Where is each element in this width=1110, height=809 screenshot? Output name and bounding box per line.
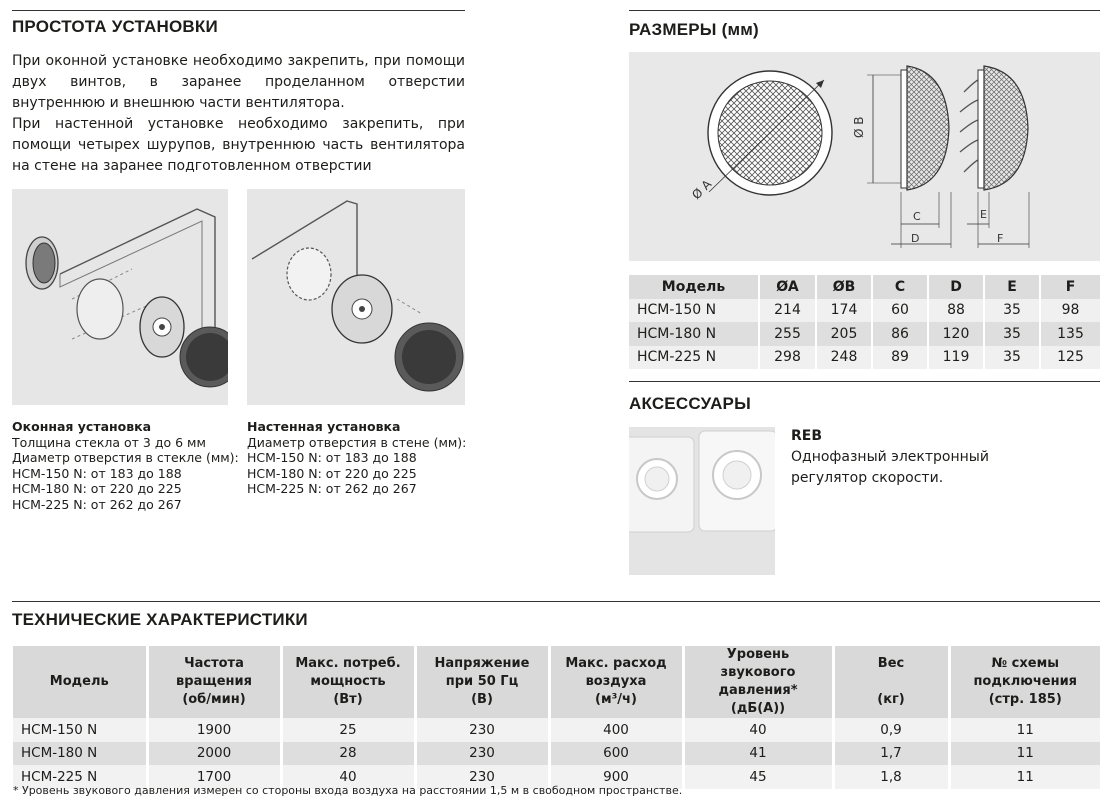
window-caption-line: HCM-180 N: от 220 до 225 (12, 481, 182, 496)
wall-caption-line: HCM-150 N: от 183 до 188 (247, 450, 417, 465)
table-cell: 135 (1040, 322, 1100, 346)
table-cell: 1700 (147, 765, 281, 789)
header-line: (стр. 185) (988, 692, 1062, 707)
dim-header-e: E (984, 275, 1040, 299)
installation-text (12, 51, 465, 177)
dim-header-c: C (872, 275, 928, 299)
table-cell: 120 (928, 322, 984, 346)
installation-window-text: При оконной установке необходимо закрепить, при помощи двух винтов, в заранее проделанном отверстии внутреннюю и внешнюю части вентилятора. (12, 53, 465, 111)
wall-caption-line: HCM-180 N: от 220 до 225 (247, 465, 417, 481)
tech-header-voltage (415, 646, 549, 718)
table-cell: 400 (549, 718, 683, 742)
table-cell: 298 (759, 346, 816, 370)
table-cell: 11 (949, 718, 1100, 742)
installation-wall-text: При настенной установке необходимо закрепить, при помощи четырех шурупов, внутреннюю часть вентилятора на стене на заранее подготовленном отверстии (12, 116, 465, 174)
table-row (13, 742, 1100, 766)
dimensions-header-row (629, 275, 1100, 299)
dimensions-table (629, 275, 1100, 369)
table-cell: 35 (984, 299, 1040, 323)
header-line: при 50 Гц (445, 674, 519, 689)
table-cell: 1,7 (833, 742, 949, 766)
wall-caption-line: HCM-225 N: от 262 до 267 (247, 481, 417, 496)
header-line: Макс. потреб. (295, 656, 401, 671)
tech-header-noise (683, 646, 833, 718)
table-cell: 86 (872, 322, 928, 346)
window-caption-line: HCM-225 N: от 262 до 267 (12, 496, 182, 512)
accessories-title: АКСЕССУАРЫ (629, 394, 751, 413)
table-cell: 35 (984, 346, 1040, 370)
table-cell: 214 (759, 299, 816, 323)
table-cell: HCM-150 N (13, 718, 147, 742)
dim-label-f: F (997, 232, 1004, 245)
dim-label-c: C (913, 210, 921, 223)
table-cell: 88 (928, 299, 984, 323)
table-cell: 0,9 (833, 718, 949, 742)
table-cell: 205 (816, 322, 872, 346)
dimensions-title: РАЗМЕРЫ (мм) (629, 20, 759, 39)
tech-header-model (13, 646, 147, 718)
table-row (629, 346, 1100, 370)
table-cell: 89 (872, 346, 928, 370)
table-cell: 35 (984, 322, 1040, 346)
section-rule-accessories (629, 381, 1100, 382)
header-line: Напряжение (434, 656, 530, 671)
window-caption-line: Толщина стекла от 3 до 6 мм (12, 434, 206, 450)
table-cell: HCM-180 N (629, 322, 759, 346)
window-installation-title: Оконная установка (12, 419, 152, 434)
table-cell: 45 (683, 765, 833, 789)
table-cell: 125 (1040, 346, 1100, 370)
tech-header-weight (833, 646, 949, 718)
table-cell: HCM-150 N (629, 299, 759, 323)
table-cell: 2000 (147, 742, 281, 766)
tech-header-speed (147, 646, 281, 718)
dim-label-a: Ø A (689, 177, 715, 203)
window-caption-line: HCM-150 N: от 183 до 188 (12, 465, 182, 481)
tech-header-row (13, 646, 1100, 718)
table-cell: HCM-180 N (13, 742, 147, 766)
installation-title: ПРОСТОТА УСТАНОВКИ (12, 17, 218, 36)
header-line: № схемы (991, 656, 1059, 671)
tech-header-wiring (949, 646, 1100, 718)
reb-controller-photo (629, 427, 775, 575)
header-line: Макс. расход (565, 656, 667, 671)
table-cell: 11 (949, 765, 1100, 789)
table-cell: 11 (949, 742, 1100, 766)
table-cell: 119 (928, 346, 984, 370)
table-cell: 230 (415, 765, 549, 789)
section-rule-tech (12, 601, 1100, 602)
window-installation-illustration (12, 189, 228, 405)
table-cell: 1900 (147, 718, 281, 742)
wall-installation-title: Настенная установка (247, 419, 401, 434)
table-cell: 230 (415, 742, 549, 766)
dim-header-model: Модель (629, 275, 759, 299)
section-rule-dimensions (629, 10, 1100, 11)
table-cell: HCM-225 N (13, 765, 147, 789)
table-cell: 255 (759, 322, 816, 346)
table-row (13, 718, 1100, 742)
header-line: (м³/ч) (595, 692, 637, 707)
header-line: воздуха (585, 674, 647, 689)
section-rule-installation (12, 10, 465, 11)
table-cell: 1,8 (833, 765, 949, 789)
header-line: Вес (877, 656, 905, 671)
table-cell: 28 (281, 742, 415, 766)
tech-title: ТЕХНИЧЕСКИЕ ХАРАКТЕРИСТИКИ (12, 610, 308, 629)
header-line: подключения (973, 674, 1078, 689)
dim-label-e: E (980, 208, 987, 221)
table-cell: 41 (683, 742, 833, 766)
table-cell: 25 (281, 718, 415, 742)
tech-header-airflow (549, 646, 683, 718)
table-cell: 60 (872, 299, 928, 323)
tech-header-power (281, 646, 415, 718)
accessory-description: Однофазный электронный регулятор скорости. (791, 449, 989, 486)
table-cell: 230 (415, 718, 549, 742)
window-installation-caption (12, 419, 239, 512)
header-line: Модель (49, 674, 109, 689)
header-line: (Вт) (333, 692, 363, 707)
dim-header-b: ØB (816, 275, 872, 299)
table-cell: 900 (549, 765, 683, 789)
table-row (629, 299, 1100, 323)
dim-header-f: F (1040, 275, 1100, 299)
wall-caption-line: Диаметр отверстия в стене (мм): (247, 434, 467, 450)
table-cell: 248 (816, 346, 872, 370)
header-line: (В) (471, 692, 493, 707)
table-cell: 98 (1040, 299, 1100, 323)
tech-specs-table (13, 646, 1100, 789)
dim-header-a: ØA (759, 275, 816, 299)
accessory-name: REB (791, 428, 823, 444)
table-cell: 40 (281, 765, 415, 789)
noise-footnote: * Уровень звукового давления измерен со стороны входа воздуха на расстоянии 1,5 м в свободном пространстве. (13, 784, 683, 797)
header-line-blank (839, 673, 944, 691)
table-cell: HCM-225 N (629, 346, 759, 370)
table-cell: 174 (816, 299, 872, 323)
dim-label-d: D (911, 232, 920, 245)
header-line: вращения (176, 674, 252, 689)
dim-header-d: D (928, 275, 984, 299)
wall-installation-caption (247, 419, 466, 497)
window-caption-line: Диаметр отверстия в стекле (мм): (12, 450, 239, 465)
table-cell: 600 (549, 742, 683, 766)
dim-label-b: Ø B (852, 116, 866, 138)
header-line: (кг) (877, 692, 905, 707)
header-line: Частота (184, 656, 244, 671)
header-line: (об/мин) (182, 692, 246, 707)
wall-installation-illustration (247, 189, 465, 405)
header-line: мощность (310, 674, 386, 689)
table-row (629, 322, 1100, 346)
dimensions-drawing (629, 52, 1100, 261)
header-line: давления* (718, 683, 798, 698)
table-cell: 40 (683, 718, 833, 742)
header-line: Уровень звукового (720, 647, 796, 680)
header-line: (дБ(А)) (730, 701, 786, 716)
